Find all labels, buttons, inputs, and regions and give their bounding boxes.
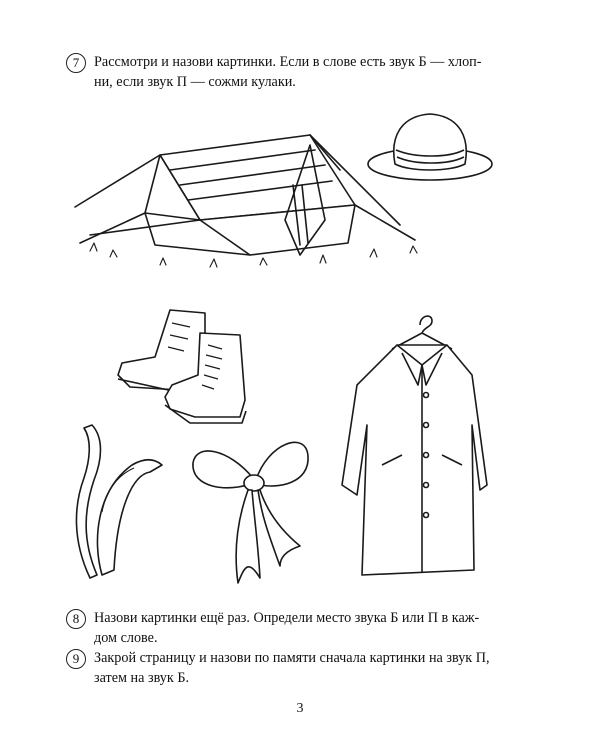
task-7-line-2: ни, если звук П — сожми кулаки.	[94, 74, 296, 90]
task-number-8: 8	[66, 609, 86, 629]
boots-picture	[110, 305, 255, 430]
task-9-text	[94, 648, 490, 688]
task-7	[66, 52, 482, 92]
coat-picture	[322, 305, 502, 585]
page-number: 3	[296, 701, 304, 716]
task-9-line-1: Закрой страницу и назови по памяти сначала картинки на звук П,	[94, 650, 490, 666]
task-8-line-1: Назови картинки ещё раз. Определи место звука Б или П в каж-	[94, 610, 480, 626]
task-8	[66, 608, 479, 648]
task-8-text	[94, 608, 479, 648]
task-7-text	[94, 52, 482, 92]
task-number-7: 7	[66, 53, 86, 73]
bow-picture	[188, 428, 318, 588]
hat-picture	[360, 108, 500, 188]
task-9	[66, 648, 490, 688]
task-8-line-2: дом слове.	[94, 630, 158, 646]
task-7-line-1: Рассмотри и назови картинки. Если в слове есть звук Б — хлоп-	[94, 54, 482, 70]
banana-picture	[62, 420, 172, 585]
task-number-9: 9	[66, 649, 86, 669]
task-9-line-2: затем на звук Б.	[94, 670, 190, 686]
